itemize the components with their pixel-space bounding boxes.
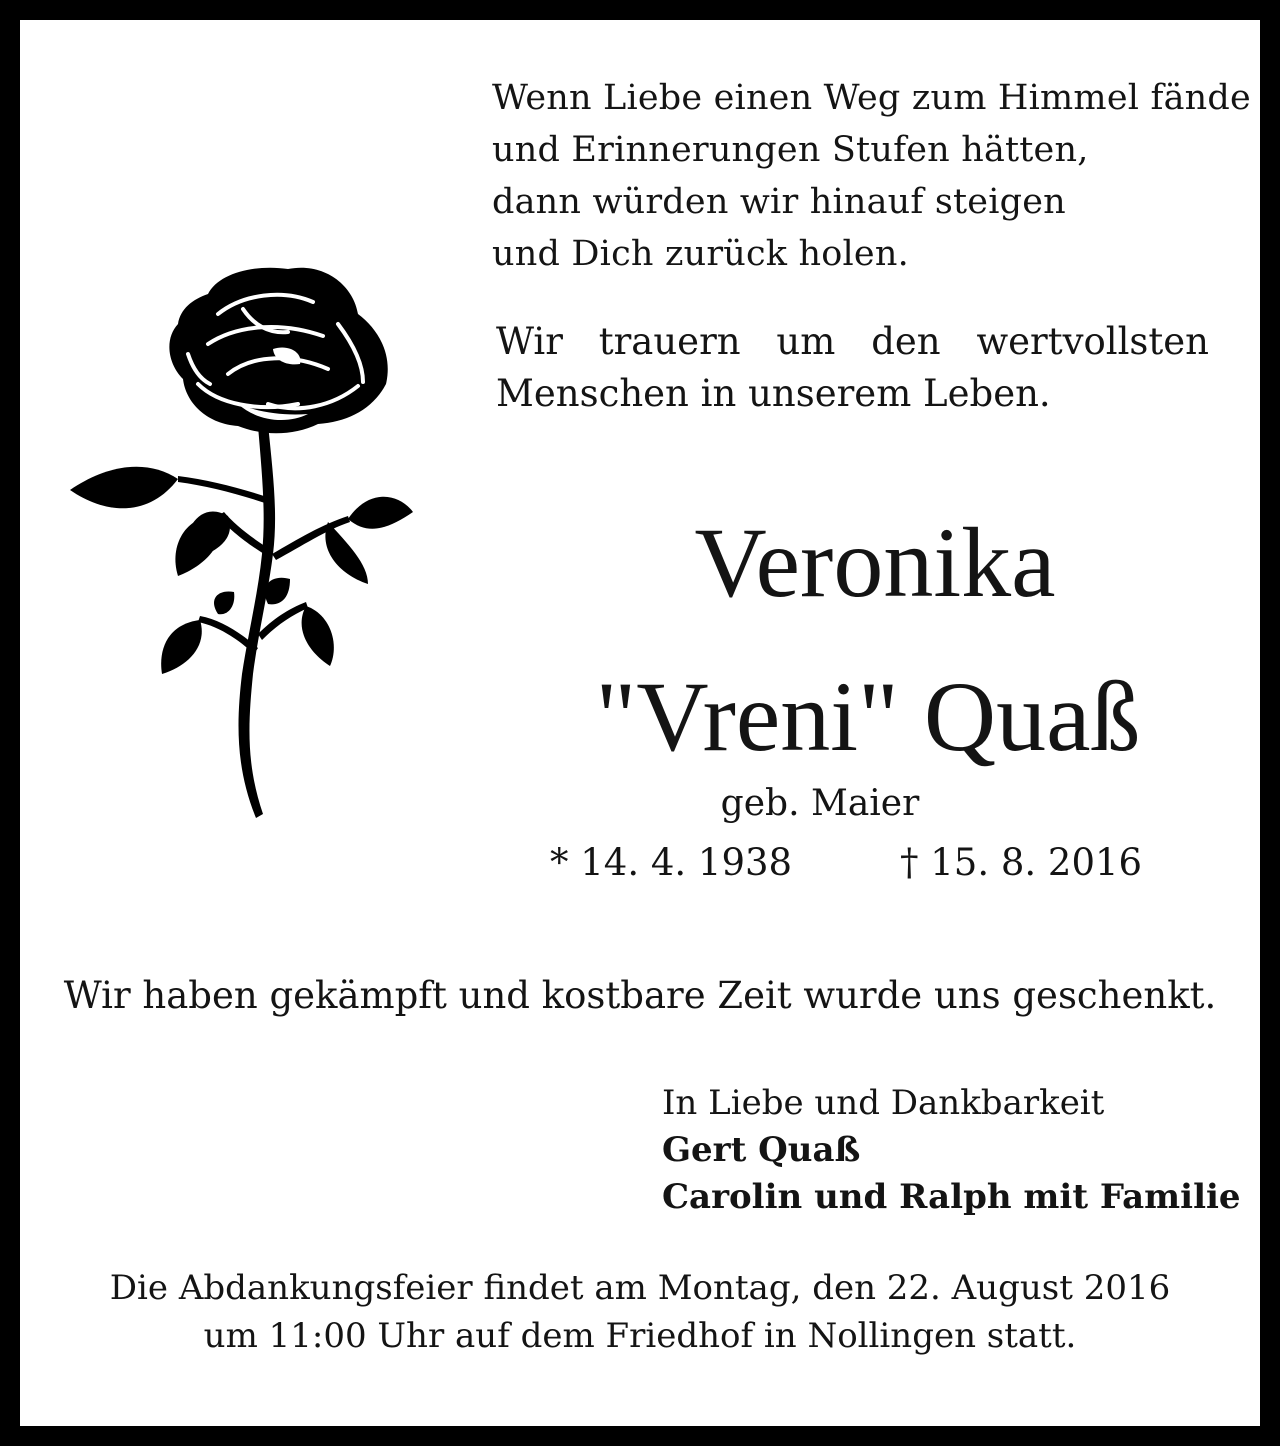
deceased-nick-surname: "Vreni" Quaß <box>595 661 1141 772</box>
poem-line: Wenn Liebe einen Weg zum Himmel fände <box>492 78 1251 118</box>
poem-line: und Dich zurück holen. <box>492 234 909 274</box>
rose-icon <box>68 254 428 834</box>
poem-line: dann würden wir hinauf steigen <box>492 182 1066 222</box>
poem-line: und Erinnerungen Stufen hätten, <box>492 130 1089 170</box>
mourning-line-1: Wir trauern um den wertvollsten <box>496 320 1209 363</box>
birth-name: geb. Maier <box>720 783 920 824</box>
service-line-2: um 11:00 Uhr auf dem Friedhof in Nollingen statt. <box>203 1316 1077 1356</box>
mourning-text <box>496 316 1209 420</box>
deceased-first-name: Veronika <box>694 507 1056 618</box>
mourner-name: Carolin und Ralph mit Familie <box>662 1177 1241 1217</box>
poem <box>492 72 1251 280</box>
death-date: † 15. 8. 2016 <box>900 841 1143 884</box>
service-info <box>20 1264 1260 1360</box>
mourning-line-2: Menschen in unserem Leben. <box>496 372 1051 415</box>
statement: Wir haben gekämpft und kostbare Zeit wurde uns geschenkt. <box>63 974 1217 1017</box>
mourners-intro: In Liebe und Dankbarkeit <box>662 1083 1105 1123</box>
mourners <box>662 1080 1241 1221</box>
service-line-1: Die Abdankungsfeier findet am Montag, den 22. August 2016 <box>109 1268 1171 1308</box>
birth-date: * 14. 4. 1938 <box>550 841 793 884</box>
mourner-name: Gert Quaß <box>662 1130 861 1170</box>
obituary-card <box>20 20 1260 1426</box>
